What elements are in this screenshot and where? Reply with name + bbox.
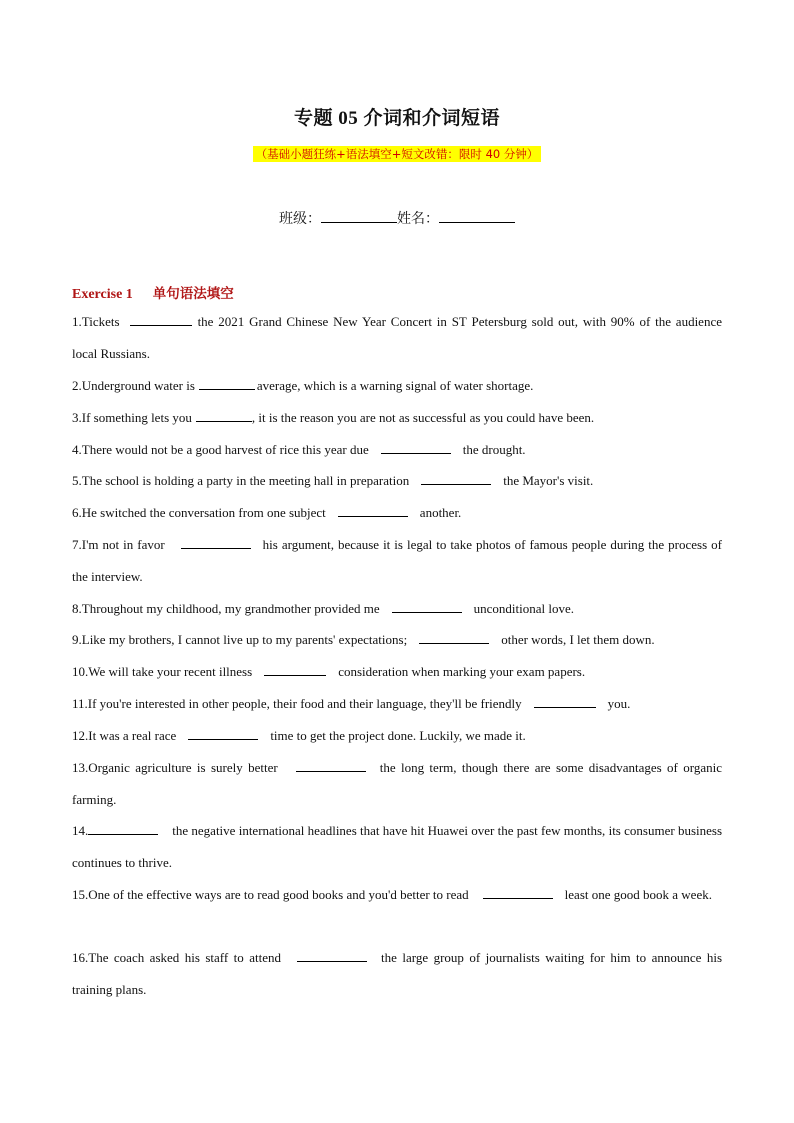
question-text-before: 4.There would not be a good harvest of rice this year due [72,442,369,457]
question-14 [72,815,722,879]
name-blank[interactable] [439,208,515,223]
answer-blank[interactable] [392,600,462,613]
question-2 [72,370,722,402]
question-5 [72,465,722,497]
question-text-before: 10.We will take your recent illness [72,664,253,679]
question-text-before: 15.One of the effective ways are to read good books and you'd better to read [72,887,469,902]
question-9 [72,624,722,656]
class-name-line [0,208,794,228]
question-text-after: another. [419,505,462,520]
question-text-after: you. [607,696,631,711]
answer-blank[interactable] [296,759,366,772]
question-11 [72,688,722,720]
question-text-before: 14. [72,823,89,838]
question-4 [72,434,722,466]
question-16 [72,942,722,1006]
exercise-label: Exercise 1 [72,287,133,302]
question-text-after: , it is the reason you are not as successful as you could have been. [251,410,595,425]
class-blank[interactable] [321,208,397,223]
answer-blank[interactable] [88,822,158,835]
class-label: 班级： [279,211,321,227]
question-text-after: the large group of journalists waiting for him to announce his training plans. [72,950,723,997]
question-text-before: 2.Underground water is [72,378,195,393]
answer-blank[interactable] [421,472,491,485]
answer-blank[interactable] [534,695,596,708]
question-text-after: the negative international headlines that have hit Huawei over the past few months, its consumer business continues to thrive. [72,823,722,870]
question-13 [72,752,722,816]
exercise-heading [72,282,234,303]
answer-blank[interactable] [419,631,489,644]
answer-blank[interactable] [264,663,326,676]
name-label: 姓名： [397,211,439,227]
question-text-before: 11.If you're interested in other people, their food and their language, they'll be friendly [72,696,522,711]
question-text-before: 13.Organic agriculture is surely better [72,760,278,775]
question-text-before: 16.The coach asked his staff to attend [72,950,282,965]
exercise-title: 单句语法填空 [152,286,234,302]
subtitle-row [0,145,794,163]
answer-blank[interactable] [483,886,553,899]
answer-blank[interactable] [338,504,408,517]
question-text-after: average, which is a warning signal of water shortage. [256,378,534,393]
question-text-before: 9.Like my brothers, I cannot live up to my parents' expectations; [72,632,408,647]
question-text-after: unconditional love. [473,601,574,616]
question-text-before: 8.Throughout my childhood, my grandmother provided me [72,601,380,616]
answer-blank[interactable] [181,536,251,549]
question-text-after: other words, I let them down. [501,632,655,647]
answer-blank[interactable] [188,727,258,740]
question-8 [72,593,722,625]
question-12 [72,720,722,752]
question-text-before: 3.If something lets you [72,410,192,425]
answer-blank[interactable] [381,441,451,454]
question-text-before: 6.He switched the conversation from one subject [72,505,326,520]
page-title: 专题 05 介词和介词短语 [293,108,500,129]
question-15 [72,879,722,911]
question-text-after: the Mayor's visit. [503,473,594,488]
question-text-before: 1.Tickets [72,314,120,329]
question-1 [72,306,722,370]
question-text-after: the long term, though there are some disadvantages of organic farming. [72,760,722,807]
question-7 [72,529,722,593]
question-10 [72,656,722,688]
question-text-before: 7.I'm not in favor [72,537,165,552]
question-text-after: his argument, because it is legal to take photos of famous people during the process of the interview. [72,537,722,584]
question-text-after: the drought. [462,442,526,457]
answer-blank[interactable] [297,949,367,962]
question-text-after: time to get the project done. Luckily, we made it. [270,728,526,743]
question-6 [72,497,722,529]
question-text-before: 5.The school is holding a party in the meeting hall in preparation [72,473,410,488]
question-text-after: the 2021 Grand Chinese New Year Concert in ST Petersburg sold out, with 90% of the audience local Russians. [72,314,722,361]
answer-blank[interactable] [196,409,252,422]
question-text-after: consideration when marking your exam papers. [338,664,586,679]
subtitle-highlight: （基础小题狂练+语法填空+短文改错：限时 40 分钟） [253,146,542,162]
answer-blank[interactable] [199,377,255,390]
question-3 [72,402,722,434]
question-text-before: 12.It was a real race [72,728,177,743]
question-text-after: least one good book a week. [564,887,712,902]
answer-blank[interactable] [130,313,192,326]
